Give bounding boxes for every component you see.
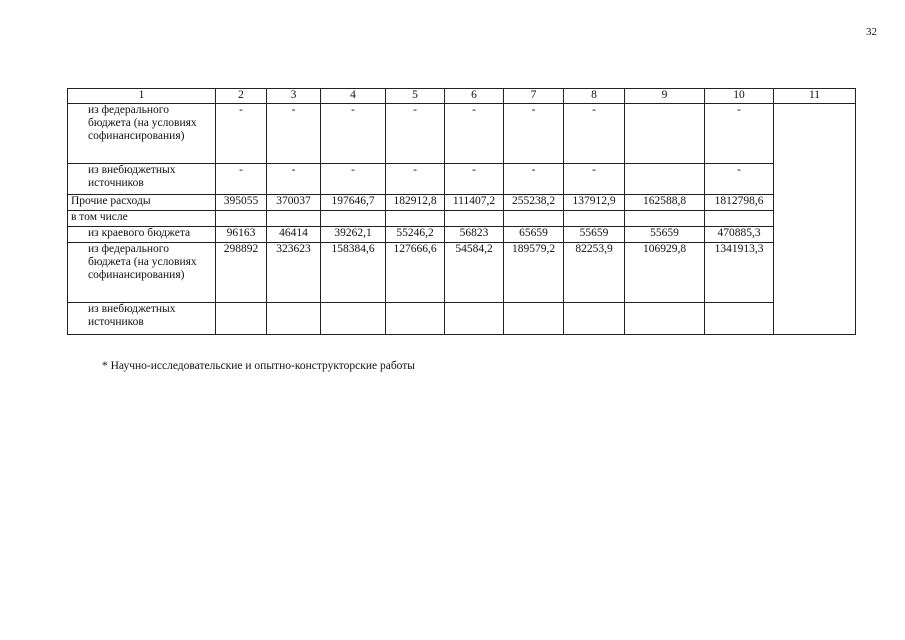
- table-cell: 55659: [625, 227, 705, 243]
- column-header: 7: [504, 89, 564, 104]
- table-row: [68, 227, 856, 243]
- table-cell: -: [321, 104, 386, 164]
- table-row: [68, 164, 856, 195]
- row-label: из федерального бюджета (на условиях софинансирования): [68, 243, 216, 303]
- footnote: * Научно-исследовательские и опытно-конструкторские работы: [102, 360, 416, 372]
- column-header: 2: [216, 89, 267, 104]
- table-cell: 298892: [216, 243, 267, 303]
- table-cell: 255238,2: [504, 195, 564, 211]
- column-header: 4: [321, 89, 386, 104]
- table-cell: -: [216, 164, 267, 195]
- table-cell: [705, 211, 774, 227]
- table-cell: 111407,2: [445, 195, 504, 211]
- table-cell: 55659: [564, 227, 625, 243]
- table-cell: -: [705, 104, 774, 164]
- table-cell: 46414: [267, 227, 321, 243]
- page-number: 32: [866, 26, 877, 38]
- table-cell: [267, 303, 321, 335]
- budget-table: [67, 88, 856, 335]
- table-row: [68, 195, 856, 211]
- table-cell: -: [216, 104, 267, 164]
- table-cell: 470885,3: [705, 227, 774, 243]
- table-cell: [386, 303, 445, 335]
- table-row: [68, 243, 856, 303]
- row-label: Прочие расходы: [68, 195, 216, 211]
- column-header: 6: [445, 89, 504, 104]
- table-cell: 189579,2: [504, 243, 564, 303]
- table-row: [68, 104, 856, 164]
- table-cell: [445, 303, 504, 335]
- table-cell: 82253,9: [564, 243, 625, 303]
- table-cell: 1341913,3: [705, 243, 774, 303]
- table-cell: -: [445, 104, 504, 164]
- table-cell: [625, 303, 705, 335]
- table-cell: -: [504, 164, 564, 195]
- table-cell: 370037: [267, 195, 321, 211]
- table-cell: -: [445, 164, 504, 195]
- table-cell: [445, 211, 504, 227]
- table-cell: 106929,8: [625, 243, 705, 303]
- table-cell: [386, 211, 445, 227]
- table-cell: [504, 303, 564, 335]
- table-cell: -: [564, 164, 625, 195]
- table-cell: [321, 303, 386, 335]
- table-cell: -: [321, 164, 386, 195]
- table-cell: 137912,9: [564, 195, 625, 211]
- column-header: 11: [774, 89, 856, 104]
- table-cell: -: [386, 164, 445, 195]
- table-cell: [216, 303, 267, 335]
- row-label: из внебюджетных источников: [68, 164, 216, 195]
- table-cell: -: [267, 164, 321, 195]
- table-cell: [504, 211, 564, 227]
- row-label: в том числе: [68, 211, 216, 227]
- table-cell: 55246,2: [386, 227, 445, 243]
- column-header: 1: [68, 89, 216, 104]
- column-header: 3: [267, 89, 321, 104]
- table-cell: 182912,8: [386, 195, 445, 211]
- table-cell: 162588,8: [625, 195, 705, 211]
- table-cell: [625, 211, 705, 227]
- table-cell: [216, 211, 267, 227]
- table-cell: 323623: [267, 243, 321, 303]
- table-cell: [625, 104, 705, 164]
- column-header: 10: [705, 89, 774, 104]
- table-row: [68, 303, 856, 335]
- table-cell: [321, 211, 386, 227]
- table-cell: 395055: [216, 195, 267, 211]
- table-cell: [705, 303, 774, 335]
- table-cell: [267, 211, 321, 227]
- table-cell: -: [267, 104, 321, 164]
- table-row: [68, 211, 856, 227]
- header-row: [68, 89, 856, 104]
- table-cell: -: [564, 104, 625, 164]
- table-cell: [625, 164, 705, 195]
- table-cell: -: [504, 104, 564, 164]
- table-cell: 1812798,6: [705, 195, 774, 211]
- column-11-cell: [774, 104, 856, 335]
- table-cell: 197646,7: [321, 195, 386, 211]
- row-label: из краевого бюджета: [68, 227, 216, 243]
- table-cell: [564, 211, 625, 227]
- column-header: 9: [625, 89, 705, 104]
- table-cell: 39262,1: [321, 227, 386, 243]
- table-cell: 54584,2: [445, 243, 504, 303]
- table-cell: 56823: [445, 227, 504, 243]
- table-cell: -: [705, 164, 774, 195]
- row-label: из внебюджетных источников: [68, 303, 216, 335]
- table-cell: 96163: [216, 227, 267, 243]
- table-cell: 158384,6: [321, 243, 386, 303]
- table-cell: -: [386, 104, 445, 164]
- row-label: из федерального бюджета (на условиях софинансирования): [68, 104, 216, 164]
- column-header: 5: [386, 89, 445, 104]
- column-header: 8: [564, 89, 625, 104]
- table-cell: 127666,6: [386, 243, 445, 303]
- table-cell: 65659: [504, 227, 564, 243]
- table-cell: [564, 303, 625, 335]
